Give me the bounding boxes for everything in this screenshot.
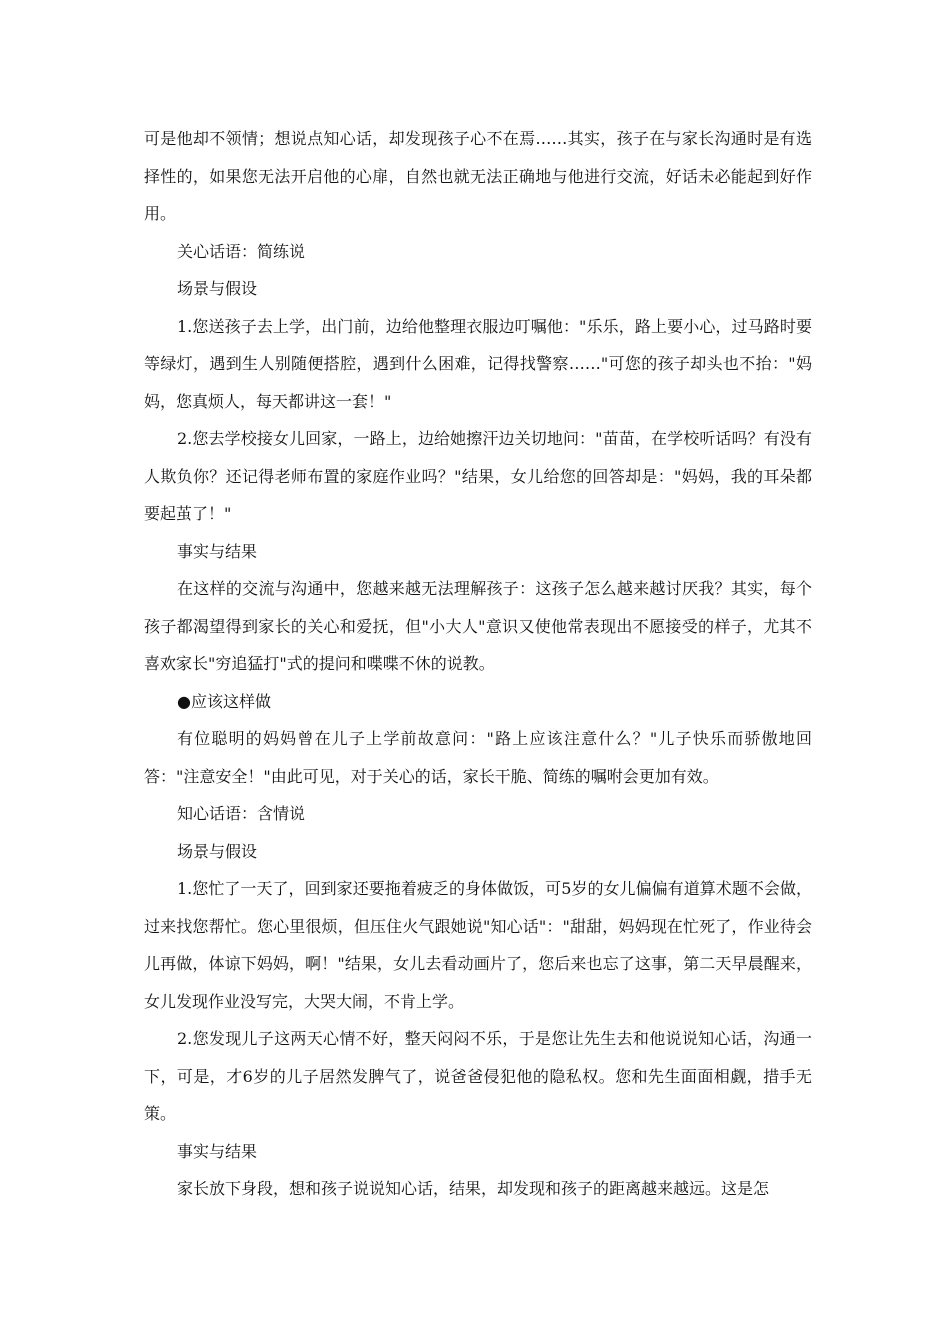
paragraph-scenario-2: 2.您去学校接女儿回家，一路上，边给她擦汗边关切地问："苗苗，在学校听话吗？有没有人欺负你？还记得老师布置的家庭作业吗？"结果，女儿给您的回答却是："妈妈，我的耳朵都要起茧了！" <box>144 429 812 523</box>
paragraph-scenario-3: 1.您忙了一天了，回到家还要拖着疲乏的身体做饭，可5岁的女儿偏偏有道算术题不会做，过来找您帮忙。您心里很烦，但压住火气跟她说"知心话"："甜甜，妈妈现在忙死了，作业待会儿再做，体谅下妈妈，啊！"结果，女儿去看动画片了，您后来也忘了这事，第二天早晨醒来，女儿发现作业没写完，大哭大闹，不肯上学。 <box>144 879 812 1011</box>
paragraph-scenario-4: 2.您发现儿子这两天心情不好，整天闷闷不乐，于是您让先生去和他说说知心话，沟通一下，可是，才6岁的儿子居然发脾气了，说爸爸侵犯他的隐私权。您和先生面面相觑，措手无策。 <box>144 1029 812 1123</box>
paragraph-facts-2: 家长放下身段，想和孩子说说知心话，结果，却发现和孩子的距离越来越远。这是怎 <box>177 1179 770 1198</box>
paragraph-intro-continuation: 可是他却不领情；想说点知心话，却发现孩子心不在焉……其实，孩子在与家长沟通时是有选择性的，如果您无法开启他的心扉，自然也就无法正确地与他进行交流，好话未必能起到好作用。 <box>144 129 812 223</box>
section-heading-heart-words: 知心话语：含情说 <box>177 804 306 823</box>
section-heading-caring-words: 关心话语：简练说 <box>177 241 306 261</box>
paragraph-scenario-1: 1.您送孩子去上学，出门前，边给他整理衣服边叮嘱他："乐乐，路上要小心，过马路时要等绿灯，遇到生人别随便搭腔，遇到什么困难，记得找警察……"可您的孩子却头也不抬："妈妈，您真烦人，每天都讲这一套！" <box>144 316 812 411</box>
subheading-scenario-2: 场景与假设 <box>177 841 258 861</box>
paragraph-facts: 在这样的交流与沟通中，您越来越无法理解孩子：这孩子怎么越来越讨厌我？其实，每个孩子都渴望得到家长的关心和爱抚，但"小大人"意识又使他常表现出不愿接受的样子，尤其不喜欢家长"穷追猛打"式的提问和喋喋不休的说教。 <box>144 579 812 673</box>
subheading-scenario: 场景与假设 <box>177 279 258 298</box>
document-body <box>144 120 812 1208</box>
paragraph-should-do: 有位聪明的妈妈曾在儿子上学前故意问："路上应该注意什么？"儿子快乐而骄傲地回答："注意安全！"由此可见，对于关心的话，家长干脆、简练的嘱咐会更加有效。 <box>144 729 812 786</box>
subheading-facts-results: 事实与结果 <box>177 541 258 561</box>
subheading-facts-results-2: 事实与结果 <box>177 1141 258 1161</box>
subheading-should-do: ●应该这样做 <box>177 691 271 711</box>
